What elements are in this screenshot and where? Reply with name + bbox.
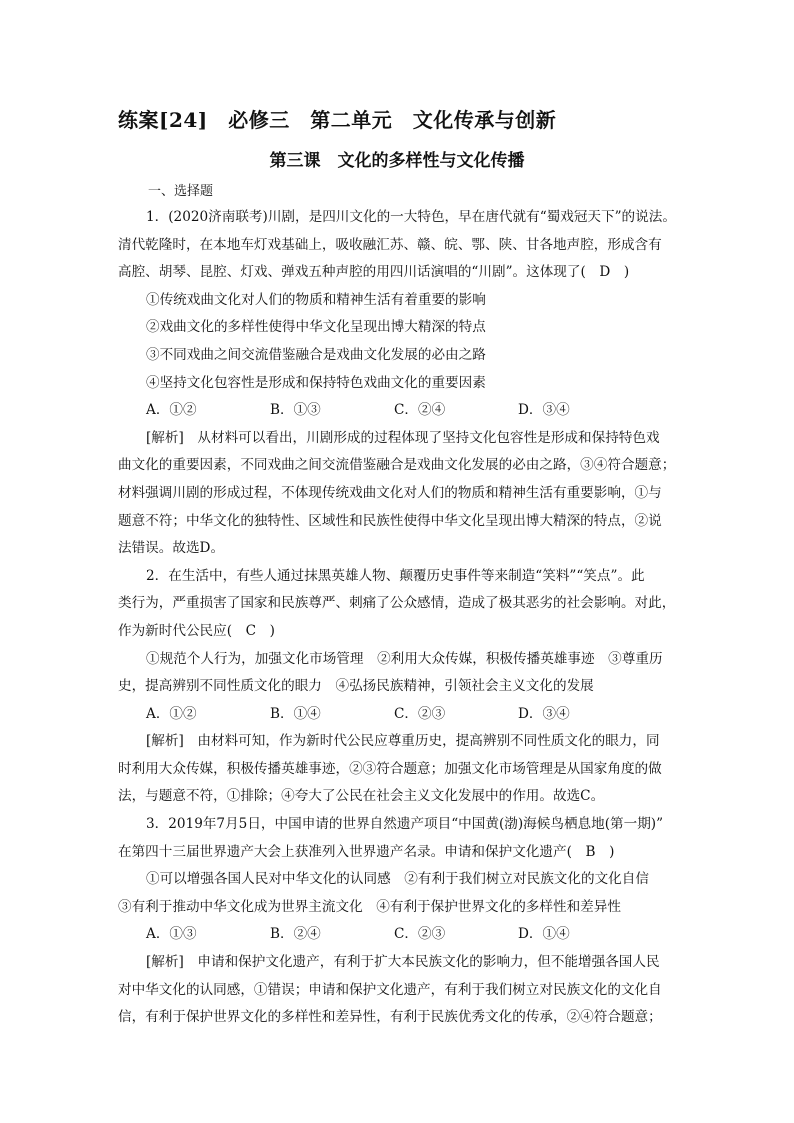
text-line: ①规范个人行为，加强文化市场管理 ②利用大众传媒，积极传播英雄事迹 ③尊重历: [146, 650, 663, 667]
answer-option: B．②④: [270, 926, 321, 943]
answer-options: [118, 701, 678, 729]
question-content: [118, 204, 678, 1032]
text-line: ②戏曲文化的多样性使得中华文化呈现出博大精深的特点: [146, 319, 486, 336]
answer-option: D．①④: [518, 926, 570, 943]
text-line: 法，与题意不符，①排除；④夸大了公民在社会主义文化发展中的作用。故选C。: [118, 788, 605, 805]
text-line: 作为新时代公民应( C ): [118, 622, 275, 639]
text-line: ④坚持文化包容性是形成和保持特色戏曲文化的重要因素: [146, 374, 486, 391]
answer-option: B．①④: [270, 705, 321, 722]
section-heading: 一、选择题: [148, 184, 214, 199]
text-line: 时利用大众传媒，积极传播英雄事迹，②③符合题意；加强文化市场管理是从国家角度的做: [118, 760, 662, 777]
text-line: 1．(2020济南联考)川剧，是四川文化的一大特色，早在唐代就有“蜀戏冠天下”的说法。: [146, 209, 676, 225]
answer-option: B．①③: [270, 402, 321, 419]
text-line: ①传统戏曲文化对人们的物质和精神生活有着重要的影响: [146, 291, 486, 308]
text-line: [解析] 从材料可以看出，川剧形成的过程体现了坚持文化包容性是形成和保持特色戏: [146, 429, 660, 446]
text-line: 2．在生活中，有些人通过抹黑英雄人物、颠覆历史事件等来制造“笑料”“笑点”。此: [146, 567, 645, 584]
text-line: 清代乾隆时，在本地车灯戏基础上，吸收融汇苏、赣、皖、鄂、陕、甘各地声腔，形成含有: [118, 236, 662, 253]
answer-option: A．①②: [146, 705, 197, 722]
answer-option: A．①③: [146, 926, 197, 943]
text-line: 在第四十三届世界遗产大会上获准列入世界遗产名录。申请和保护文化遗产( B ): [118, 843, 615, 860]
answer-option: D．③④: [518, 705, 570, 722]
answer-option: A．①②: [146, 402, 197, 419]
answer-option: D．③④: [518, 402, 570, 419]
text-line: 信，有利于保护世界文化的多样性和差异性，有利于民族优秀文化的传承，②④符合题意；: [118, 1009, 662, 1026]
answer-options: [118, 921, 678, 949]
text-line: 类行为，严重损害了国家和民族尊严、刺痛了公众感情，造成了极其恶劣的社会影响。对此，: [118, 595, 676, 612]
text-line: ③有利于推动中华文化成为世界主流文化 ④有利于保护世界文化的多样性和差异性: [118, 898, 621, 915]
answer-option: C．②③: [394, 705, 446, 722]
text-line: ③不同戏曲之间交流借鉴融合是戏曲文化发展的必由之路: [146, 346, 486, 363]
text-line: 高腔、胡琴、昆腔、灯戏、弹戏五种声腔的用四川话演唱的“川剧”。这体现了( D ): [118, 264, 630, 281]
text-line: ①可以增强各国人民对中华文化的认同感 ②有利于我们树立对民族文化的文化自信: [146, 871, 649, 888]
text-line: 曲文化的重要因素，不同戏曲之间交流借鉴融合是戏曲文化发展的必由之路，③④符合题意；: [118, 457, 676, 474]
text-line: 3．2019年7月5日，中国申请的世界自然遗产项目“中国黄(渤)海候鸟栖息地(第一期)”: [146, 816, 664, 833]
text-line: 题意不符；中华文化的独特性、区域性和民族性使得中华文化呈现出博大精深的特点，②说: [118, 512, 662, 529]
text-line: [解析] 由材料可知，作为新时代公民应尊重历史，提高辨别不同性质文化的眼力，同: [146, 733, 660, 750]
lesson-subtitle: 第三课 文化的多样性与文化传播: [269, 151, 525, 171]
answer-options: [118, 397, 678, 425]
text-line: 史，提高辨别不同性质文化的眼力 ④弘扬民族精神，引领社会主义文化的发展: [118, 678, 594, 695]
page-title: 练案[24] 必修三 第二单元 文化传承与创新: [118, 108, 557, 132]
answer-option: C．②③: [394, 926, 446, 943]
text-line: [解析] 申请和保护文化遗产，有利于扩大本民族文化的影响力，但不能增强各国人民: [146, 954, 660, 971]
text-line: 法错误。故选D。: [118, 540, 225, 557]
answer-option: C．②④: [394, 402, 446, 419]
text-line: 材料强调川剧的形成过程，不体现传统戏曲文化对人们的物质和精神生活有重要影响，①与: [118, 484, 662, 501]
text-line: 对中华文化的认同感，①错误；申请和保护文化遗产，有利于我们树立对民族文化的文化自: [118, 981, 662, 998]
